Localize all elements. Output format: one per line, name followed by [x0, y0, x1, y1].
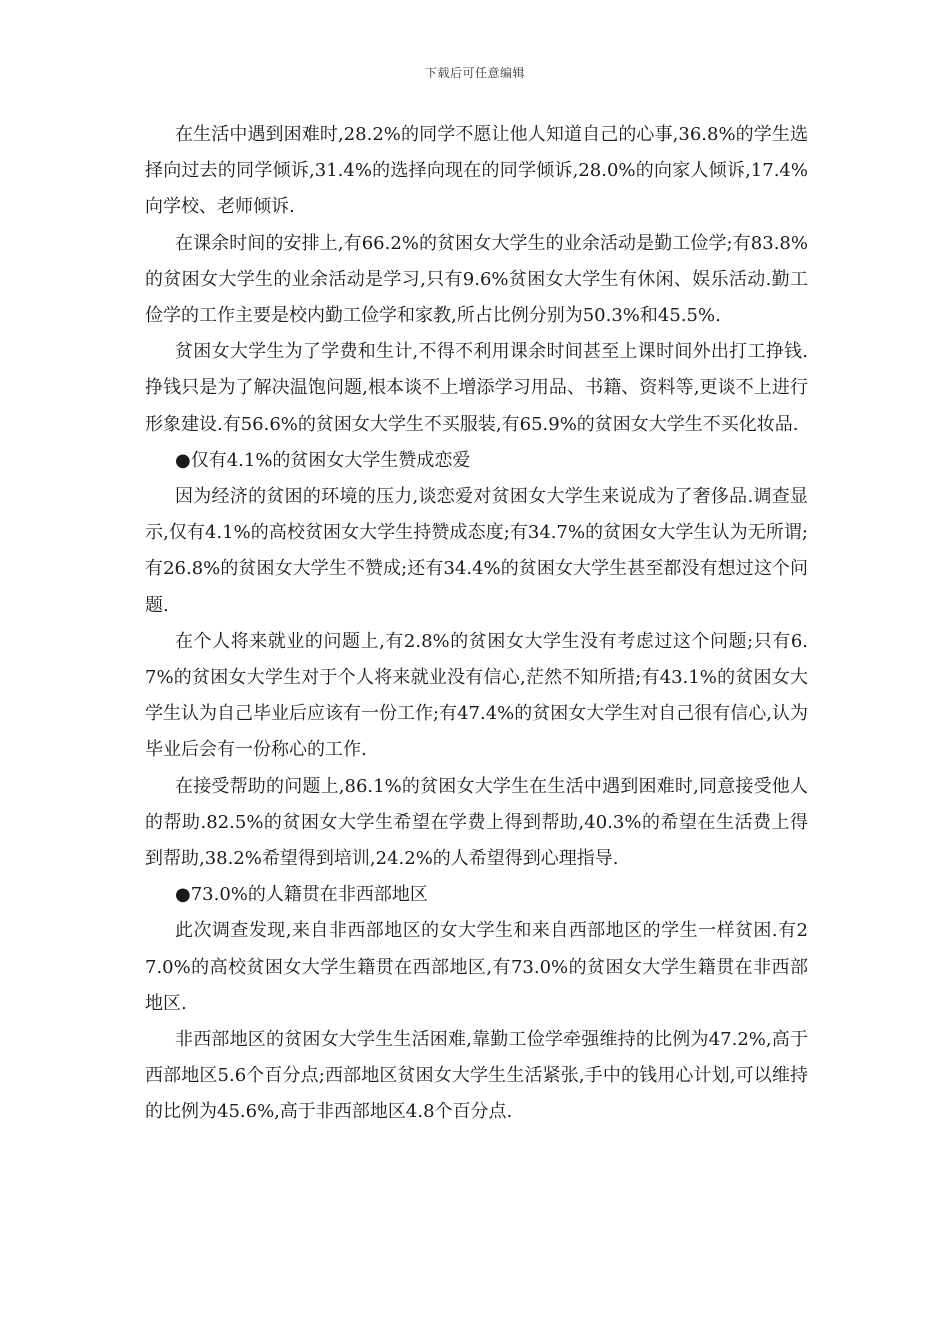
paragraph-regional-comparison: 非西部地区的贫困女大学生生活困难,靠勤工俭学牵强维持的比例为47.2%,高于西部地区5.6个百分点;西部地区贫困女大学生生活紧张,手中的钱用心计划,可以维持的比例为45.6%,高于非西部地区4.8个百分点.: [145, 1029, 808, 1123]
paragraph-romance-survey: 因为经济的贫困的环境的压力,谈恋爱对贫困女大学生来说成为了奢侈品.调查显示,仅有4.1%的高校贫困女大学生持赞成态度;有34.7%的贫困女大学生认为无所谓;有26.8%的贫困女大学生不赞成;还有34.4%的贫困女大学生甚至都没有想过这个问题.: [145, 486, 808, 616]
paragraph-earning-money: 贫困女大学生为了学费和生计,不得不利用课余时间甚至上课时间外出打工挣钱.挣钱只是为了解决温饱问题,根本谈不上增添学习用品、书籍、资料等,更谈不上进行形象建设.有56.6%的贫困女大学生不买服装,有65.9%的贫困女大学生不买化妆品.: [145, 341, 808, 435]
paragraph-origin-survey: 此次调查发现,来自非西部地区的女大学生和来自西部地区的学生一样贫困.有27.0%的高校贫困女大学生籍贯在西部地区,有73.0%的贫困女大学生籍贯在非西部地区.: [145, 920, 808, 1014]
section-heading-origin: ●73.0%的人籍贯在非西部地区: [175, 884, 428, 906]
paragraph-accepting-help: 在接受帮助的问题上,86.1%的贫困女大学生在生活中遇到困难时,同意接受他人的帮助.82.5%的贫困女大学生希望在学费上得到帮助,40.3%的希望在生活费上得到帮助,38.2%希望得到培训,24.2%的人希望得到心理指导.: [145, 775, 808, 870]
section-heading-romance: ●仅有4.1%的贫困女大学生赞成恋爱: [175, 449, 471, 471]
paragraph-spare-time: 在课余时间的安排上,有66.2%的贫困女大学生的业余活动是勤工俭学;有83.8%的贫困女大学生的业余活动是学习,只有9.6%贫困女大学生有休闲、娱乐活动.勤工俭学的工作主要是校内勤工俭学和家教,所占比例分别为50.3%和45.5%.: [145, 232, 808, 327]
paragraph-employment: 在个人将来就业的问题上,有2.8%的贫困女大学生没有考虑过这个问题;只有6.7%的贫困女大学生对于个人将来就业没有信心,茫然不知所措;有43.1%的贫困女大学生认为自己毕业后应该有一份工作;有47.4%的贫困女大学生对自己很有信心,认为毕业后会有一份称心的工作.: [145, 630, 808, 761]
page-header: 下载后可任意编辑: [424, 66, 525, 80]
document-body: [145, 117, 808, 1131]
paragraph-seeking-help: 在生活中遇到困难时,28.2%的同学不愿让他人知道自己的心事,36.8%的学生选择向过去的同学倾诉,31.4%的选择向现在的同学倾诉,28.0%的向家人倾诉,17.4%向学校、老师倾诉.: [145, 124, 808, 218]
